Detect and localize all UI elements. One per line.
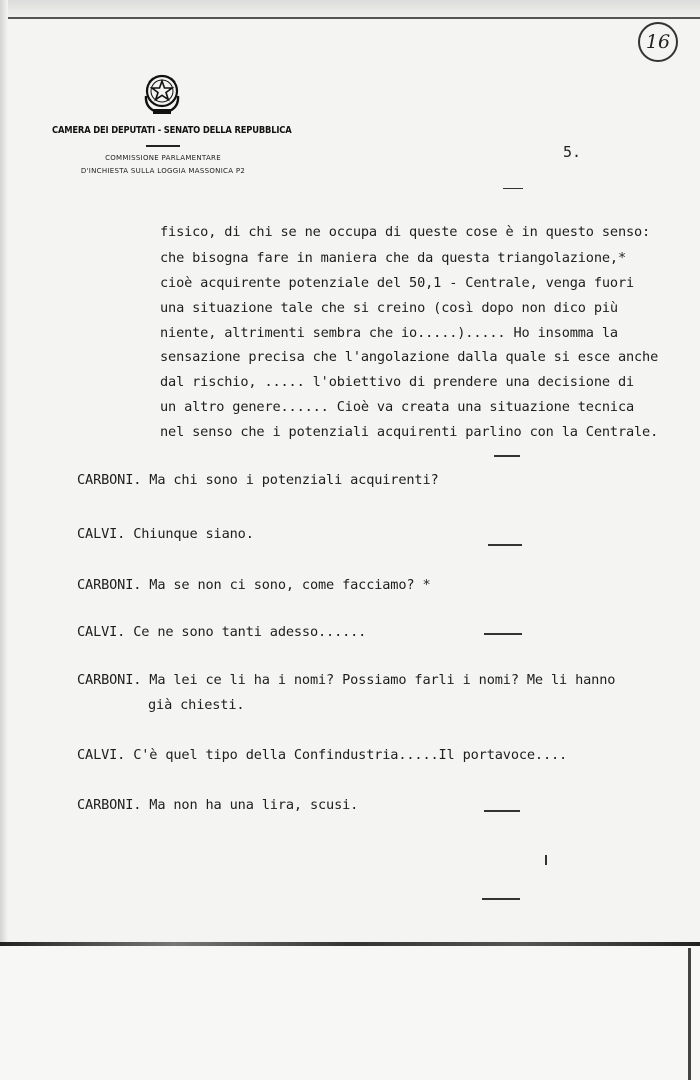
circled-page-number: 16 [638,22,678,62]
scan-bottom-border [0,942,700,946]
paragraph-line: niente, altrimenti sembra che io.....)..... Ho insomma la [160,325,618,341]
speaker-name: CARBONI. [77,577,142,593]
speaker-name: CARBONI. [77,672,142,688]
paragraph-line: fisico, di chi se ne occupa di queste cose è in questo senso: [160,224,651,240]
speech-text: Chiunque siano. [133,526,254,542]
dialogue-line [77,672,615,688]
scan-left-edge [0,0,8,1080]
dialogue-line [77,577,430,593]
dialogue-line [77,624,366,640]
dialogue-line [77,526,254,542]
dialogue-line [77,472,439,488]
margin-dash [484,810,520,812]
scan-right-border [688,948,691,1080]
paragraph-line: nel senso che i potenziali acquirenti parlino con la Centrale. [160,424,659,440]
institution-title: CAMERA DEI DEPUTATI - SENATO DELLA REPUBBLICA [52,125,292,136]
commission-line-2: D'INCHIESTA SULLA LOGGIA MASSONICA P2 [80,167,246,175]
dialogue-line [77,797,358,813]
pen-mark [545,855,547,865]
speech-text: C'è quel tipo della Confindustria.....Il portavoce.... [133,747,568,763]
margin-dash [484,633,522,635]
speaker-name: CARBONI. [77,472,142,488]
commission-name [58,152,268,178]
paragraph-line: sensazione precisa che l'angolazione dalla quale si esce anche [160,349,659,365]
sheet-number: 5. [563,143,582,161]
speaker-name: CALVI. [77,526,126,542]
dialogue-continuation: già chiesti. [148,697,245,713]
scan-top-border [0,17,700,19]
paragraph-line: una situazione tale che si creino (così dopo non dico più [160,300,618,316]
speech-text: Ma lei ce li ha i nomi? Possiamo farli i nomi? Me li hanno [149,672,616,688]
speech-text: Ma chi sono i potenziali acquirenti? [149,472,439,488]
paragraph-line: un altro genere...... Cioè va creata una situazione tecnica [160,399,635,415]
dialogue-line [77,747,567,763]
speaker-name: CALVI. [77,747,126,763]
paragraph-line: cioè acquirente potenziale del 50,1 - Centrale, venga fuori [160,275,635,291]
header-divider [146,145,180,147]
speech-text: Ma non ha una lira, scusi. [149,797,359,813]
scan-bottom-area [0,942,700,1080]
speech-text: Ce ne sono tanti adesso...... [133,624,367,640]
speaker-name: CARBONI. [77,797,142,813]
margin-dash [494,455,520,457]
paragraph-line: dal rischio, ..... l'obiettivo di prendere una decisione di [160,374,635,390]
margin-dash [482,898,520,900]
republic-emblem-icon [141,70,183,118]
commission-line-1: COMMISSIONE PARLAMENTARE [105,154,221,162]
speech-text: Ma se non ci sono, come facciamo? * [149,577,431,593]
margin-mark [503,188,523,189]
paragraph-line: che bisogna fare in maniera che da questa triangolazione,* [160,250,626,266]
margin-dash [488,544,522,546]
speaker-name: CALVI. [77,624,126,640]
